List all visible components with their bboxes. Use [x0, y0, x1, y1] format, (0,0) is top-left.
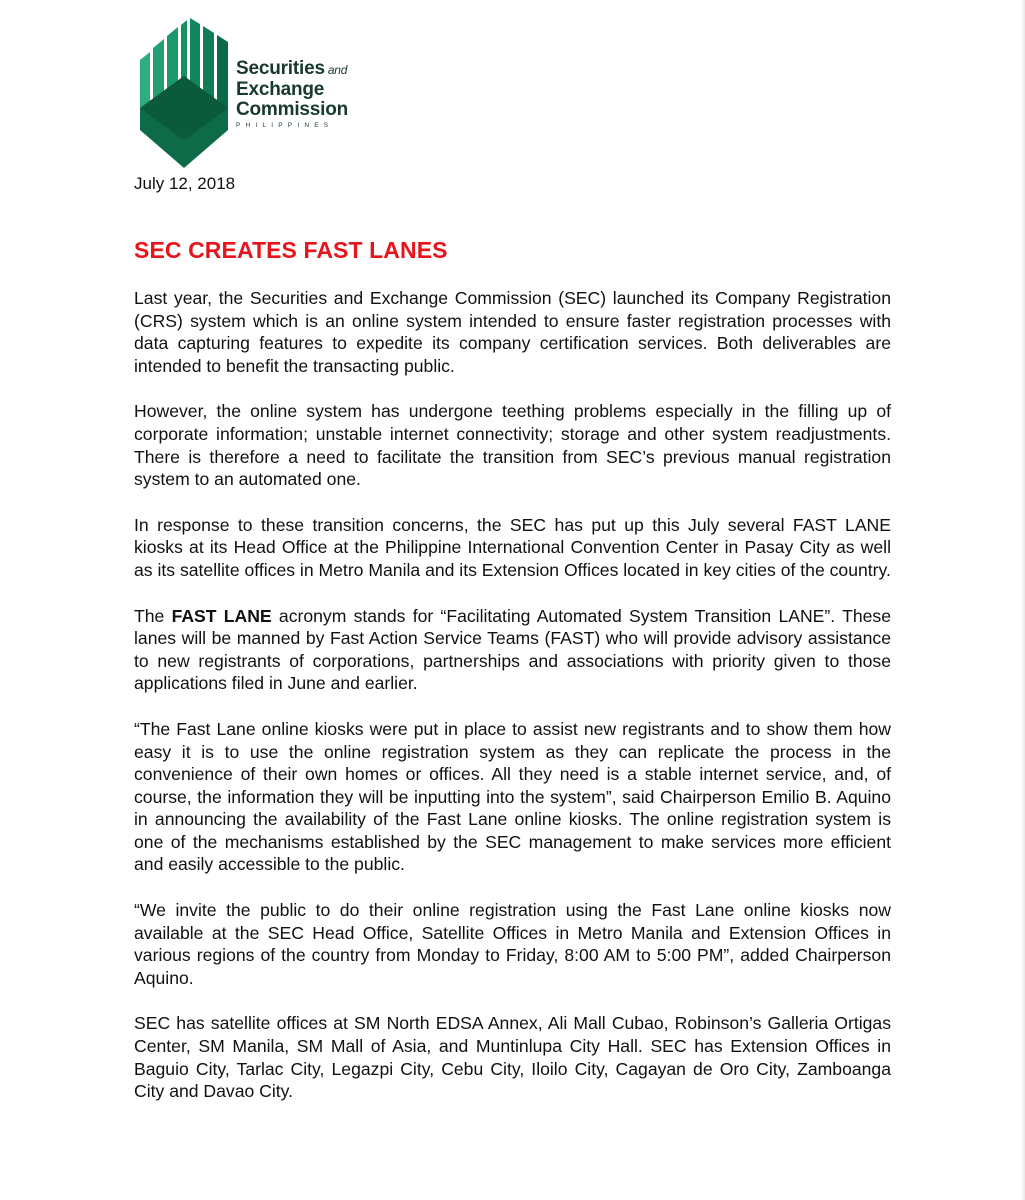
org-country: PHILIPPINES	[236, 122, 334, 129]
page-edge-shadow	[1021, 0, 1025, 1200]
paragraph-2: However, the online system has undergone teething problems especially in the filling up of corporate information; unstable internet connectivity; storage and other system readjustments. There is therefore a need to facilitate the transition from SEC’s previous manual registration system to an automated one.	[134, 401, 891, 490]
paragraph-1: Last year, the Securities and Exchange Commission (SEC) launched its Company Registration (CRS) system which is an online system intended to ensure faster registration processes with data capturing features to expedite its company certification services. Both deliverables are intended to benefit the transacting public.	[134, 288, 891, 376]
paragraph-6: “We invite the public to do their online registration using the Fast Lane online kiosks now available at the SEC Head Office, Satellite Offices in Metro Manila and Extension Offices in various regions of the country from Monday to Friday, 8:00 AM to 5:00 PM”, added Chairperson Aquino.	[134, 900, 891, 988]
paragraph-5: “The Fast Lane online kiosks were put in place to assist new registrants and to show them how easy it is to use the online registration system as they can replicate the process in the convenience of their own homes or offices. All they need is a stable internet service, and, of course, the information they will be inputting into the system”, said Chairperson Emilio B. Aquino in announcing the availability of the Fast Lane online kiosks. The online registration system is one of the mechanisms established by the SEC management to make services more efficient and easily accessible to the public.	[134, 718, 891, 875]
org-line1-and: and	[327, 63, 348, 77]
paragraph-4-prefix: The	[134, 605, 172, 626]
headline: SEC CREATES FAST LANES	[134, 237, 448, 263]
org-line3: Commission	[236, 99, 349, 120]
org-line1: Securities	[236, 58, 325, 79]
org-line2: Exchange	[236, 79, 325, 100]
org-name	[236, 59, 348, 131]
release-date: July 12, 2018	[134, 174, 236, 193]
paragraph-3: In response to these transition concerns, the SEC has put up this July several FAST LANE kiosks at its Head Office at the Philippine International Convention Center in Pasay City as well as its satellite offices in Metro Manila and its Extension Offices located in key cities of the country.	[134, 514, 891, 580]
fast-lane-term: FAST LANE	[171, 605, 272, 626]
paragraph-4	[134, 605, 891, 695]
paragraph-7: SEC has satellite offices at SM North EDSA Annex, Ali Mall Cubao, Robinson’s Galleria Ortigas Center, SM Manila, SM Mall of Asia, and Muntinlupa City Hall. SEC has Extension Offices in Baguio City, Tarlac City, Legazpi City, Cebu City, Iloilo City, Cagayan de Oro City, Zamboanga City and Davao City.	[134, 1013, 891, 1102]
paragraph-4-rest: acronym stands for “Facilitating Automated System Transition LANE”. These lanes will be manned by Fast Action Service Teams (FAST) who will provide advisory assistance to new registrants of corporations, partnerships and associations with priority given to those applications filed in June and earlier.	[134, 605, 891, 694]
article-body	[134, 287, 891, 1126]
